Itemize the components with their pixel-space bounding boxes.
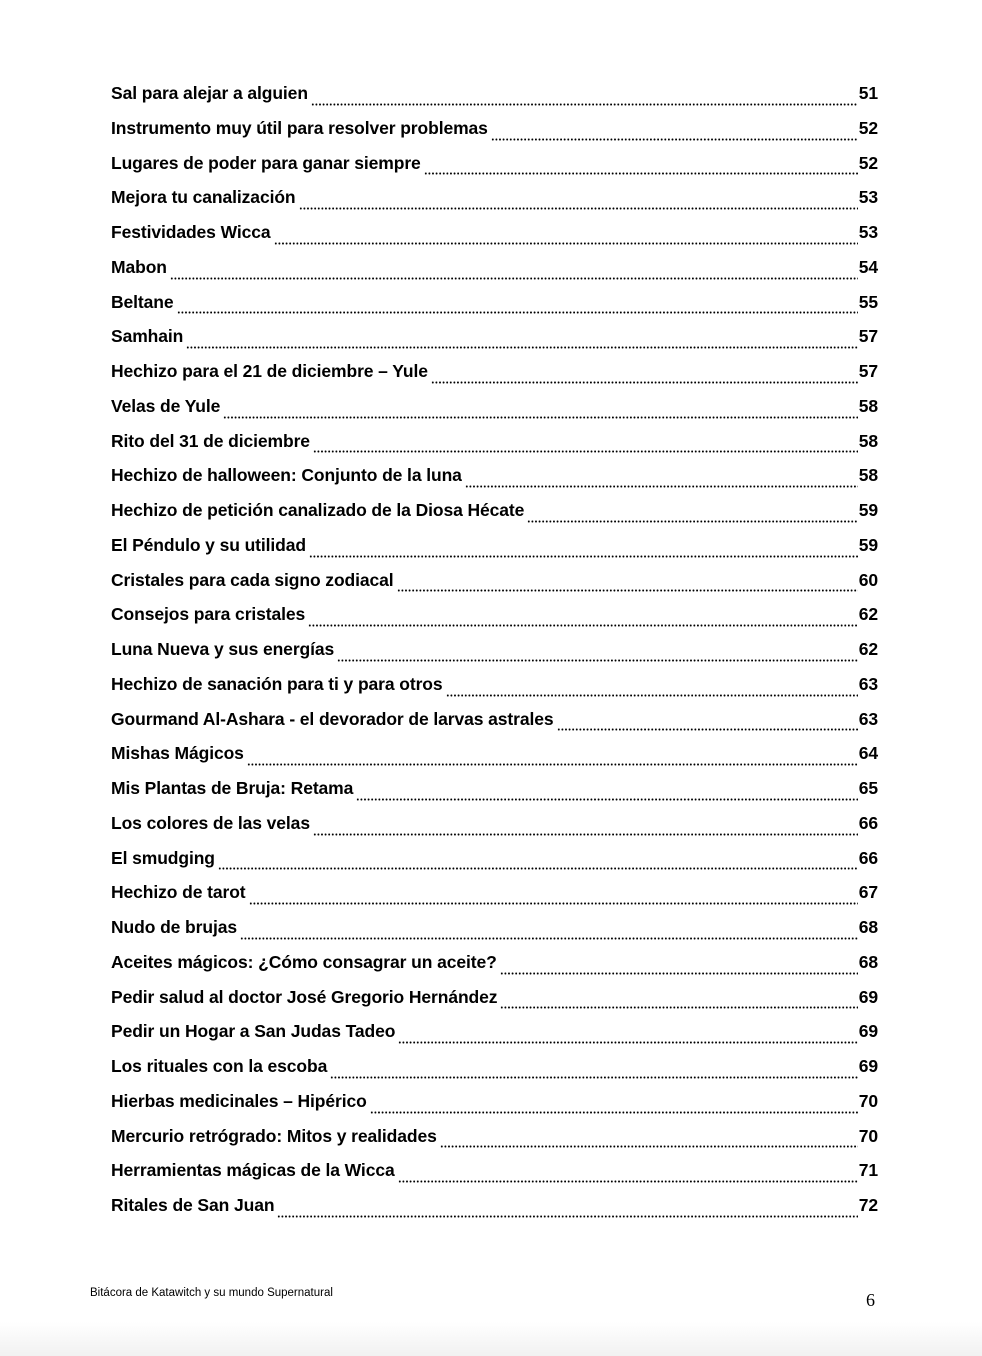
toc-entry-page: 62 [858, 639, 878, 659]
toc-entry-page: 69 [858, 1056, 878, 1076]
toc-entry[interactable] [111, 319, 878, 354]
toc-entry-title: Herramientas mágicas de la Wicca [111, 1160, 395, 1181]
toc-entry-page: 52 [858, 117, 878, 138]
toc-entry-page: 66 [858, 847, 878, 868]
toc-entry-page: 69 [858, 986, 878, 1007]
toc-entry-title: Mis Plantas de Bruja: Retama [111, 778, 354, 798]
toc-entry-page: 57 [858, 326, 878, 347]
toc-entry-title: Hechizo de halloween: Conjunto de la luna [111, 465, 462, 486]
toc-entry-title: Gourmand Al-Ashara - el devorador de larvas astrales [111, 708, 554, 729]
dot-leader [440, 1145, 858, 1148]
toc-entry[interactable] [111, 910, 878, 945]
toc-entry-title: Cristales para cada signo zodiacal [111, 569, 394, 590]
toc-entry[interactable] [111, 945, 878, 980]
toc-entry-page: 62 [858, 604, 878, 625]
dot-leader [465, 485, 858, 488]
dot-leader [274, 242, 858, 245]
toc-entry-title: Luna Nueva y sus energías [111, 639, 335, 659]
toc-entry-title: Mejora tu canalización [111, 187, 296, 208]
toc-entry[interactable] [111, 1014, 878, 1049]
toc-entry[interactable] [111, 771, 878, 806]
dot-leader [356, 798, 857, 801]
toc-entry-title: Instrumento muy útil para resolver problemas [111, 117, 488, 138]
dot-leader [299, 207, 858, 210]
toc-entry[interactable] [111, 875, 878, 910]
dot-leader [500, 1006, 857, 1009]
toc-entry[interactable] [111, 76, 878, 111]
dot-leader [330, 1076, 858, 1079]
toc-entry-page: 72 [858, 1195, 878, 1215]
toc-entry-title: Festividades Wicca [111, 222, 271, 242]
dot-leader [170, 277, 858, 280]
toc-entry-title: Rito del 31 de diciembre [111, 430, 310, 451]
dot-leader [240, 937, 858, 940]
toc-entry-page: 70 [858, 1090, 878, 1111]
toc-entry-title: Aceites mágicos: ¿Cómo consagrar un aceite? [111, 951, 497, 972]
toc-entry[interactable] [111, 563, 878, 598]
dot-leader [308, 624, 858, 627]
page-bottom-edge [0, 1322, 982, 1356]
toc-entry-page: 53 [858, 187, 878, 208]
toc-entry-page: 68 [858, 917, 878, 937]
toc-entry[interactable] [111, 250, 878, 285]
toc-entry[interactable] [111, 667, 878, 702]
toc-entry[interactable] [111, 1049, 878, 1084]
dot-leader [223, 416, 857, 419]
toc-entry-page: 69 [858, 1021, 878, 1042]
dot-leader [313, 833, 858, 836]
dot-leader [218, 867, 858, 870]
toc-entry[interactable] [111, 111, 878, 146]
toc-entry[interactable] [111, 702, 878, 737]
toc-entry[interactable] [111, 493, 878, 528]
toc-entry-page: 67 [858, 882, 878, 903]
dot-leader [398, 1180, 858, 1183]
toc-entry-title: Lugares de poder para ganar siempre [111, 152, 421, 173]
toc-entry-title: Pedir salud al doctor José Gregorio Hernández [111, 986, 498, 1007]
dot-leader [370, 1111, 858, 1114]
dot-leader [186, 346, 857, 349]
dot-leader [557, 728, 858, 731]
toc-entry-title: Hechizo para el 21 de diciembre – Yule [111, 361, 428, 381]
toc-entry-title: Sal para alejar a alguien [111, 83, 308, 103]
toc-entry-page: 59 [858, 500, 878, 520]
toc-entry-page: 55 [858, 291, 878, 312]
toc-entry-page: 59 [858, 534, 878, 555]
toc-entry[interactable] [111, 597, 878, 632]
toc-entry-title: Samhain [111, 326, 184, 347]
toc-entry-page: 68 [858, 951, 878, 972]
toc-entry[interactable] [111, 180, 878, 215]
dot-leader [491, 138, 858, 141]
toc-entry-page: 70 [858, 1125, 878, 1146]
toc-entry-title: Nudo de brujas [111, 917, 237, 937]
toc-entry[interactable] [111, 841, 878, 876]
toc-entry-page: 53 [858, 222, 878, 242]
dot-leader [247, 763, 858, 766]
toc-entry[interactable] [111, 528, 878, 563]
toc-entry[interactable] [111, 1084, 878, 1119]
page-number: 6 [866, 1290, 875, 1310]
toc-entry-title: Pedir un Hogar a San Judas Tadeo [111, 1021, 396, 1042]
toc-entry-page: 52 [858, 152, 878, 173]
table-of-contents [111, 76, 878, 1223]
toc-entry-page: 57 [858, 361, 878, 381]
toc-entry-title: El smudging [111, 847, 215, 868]
dot-leader [397, 589, 858, 592]
toc-entry-title: Hechizo de sanación para ti y para otros [111, 673, 443, 694]
toc-entry-title: Mercurio retrógrado: Mitos y realidades [111, 1125, 437, 1146]
toc-entry-page: 71 [858, 1160, 878, 1181]
dot-leader [309, 555, 858, 558]
dot-leader [249, 902, 858, 905]
toc-entry[interactable] [111, 980, 878, 1015]
toc-entry[interactable] [111, 458, 878, 493]
toc-entry-page: 51 [858, 83, 878, 103]
toc-entry-title: Hierbas medicinales – Hipérico [111, 1090, 367, 1111]
dot-leader [313, 450, 858, 453]
toc-entry-page: 54 [858, 256, 878, 277]
toc-entry-title: Hechizo de petición canalizado de la Diosa Hécate [111, 500, 525, 520]
toc-entry[interactable] [111, 285, 878, 320]
toc-entry[interactable] [111, 215, 878, 250]
dot-leader [311, 103, 858, 106]
toc-entry[interactable] [111, 632, 878, 667]
toc-entry[interactable] [111, 389, 878, 424]
toc-entry-page: 63 [858, 673, 878, 694]
toc-entry-page: 60 [858, 569, 878, 590]
toc-entry[interactable] [111, 1153, 878, 1188]
dot-leader [500, 972, 858, 975]
toc-entry[interactable] [111, 354, 878, 389]
toc-entry[interactable] [111, 1119, 878, 1154]
toc-entry-title: Mabon [111, 256, 167, 277]
dot-leader [177, 311, 858, 314]
toc-entry-title: Los rituales con la escoba [111, 1056, 328, 1076]
dot-leader [337, 659, 858, 662]
toc-entry-page: 63 [858, 708, 878, 729]
toc-entry-title: Los colores de las velas [111, 812, 310, 833]
toc-entry[interactable] [111, 806, 878, 841]
toc-entry-page: 58 [858, 430, 878, 451]
footer-book-title: Bitácora de Katawitch y su mundo Supernatural [90, 1287, 333, 1299]
toc-entry-title: Mishas Mágicos [111, 743, 244, 764]
toc-entry-page: 66 [858, 812, 878, 833]
dot-leader [277, 1215, 857, 1218]
toc-entry-title: El Péndulo y su utilidad [111, 534, 306, 555]
toc-entry-page: 64 [858, 743, 878, 764]
toc-entry-page: 65 [858, 778, 878, 798]
toc-entry-title: Consejos para cristales [111, 604, 306, 625]
toc-entry-title: Hechizo de tarot [111, 882, 246, 903]
toc-entry-page: 58 [858, 465, 878, 486]
dot-leader [446, 694, 858, 697]
dot-leader [398, 1041, 857, 1044]
toc-entry-title: Velas de Yule [111, 395, 221, 416]
dot-leader [431, 381, 858, 384]
toc-entry-page: 58 [858, 395, 878, 416]
toc-entry[interactable] [111, 736, 878, 771]
toc-entry[interactable] [111, 1188, 878, 1223]
toc-entry-title: Beltane [111, 291, 174, 312]
toc-entry-title: Ritales de San Juan [111, 1195, 275, 1215]
dot-leader [424, 172, 858, 175]
toc-entry[interactable] [111, 146, 878, 181]
toc-entry[interactable] [111, 424, 878, 459]
dot-leader [527, 520, 857, 523]
